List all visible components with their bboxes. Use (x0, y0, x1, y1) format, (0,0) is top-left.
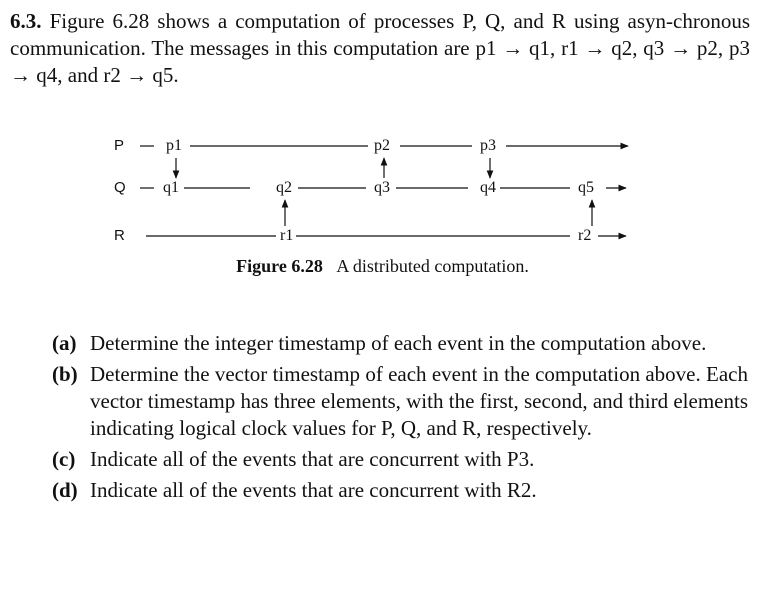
figure-caption-number: Figure 6.28 (236, 256, 323, 276)
process-diagram (100, 130, 660, 270)
event-p1: p1 (166, 137, 182, 154)
question-parts (52, 330, 748, 508)
event-q3: q3 (374, 179, 390, 196)
event-r1: r1 (280, 227, 294, 244)
part-c (52, 446, 748, 473)
part-b-text: Determine the vector timestamp of each event in the computation above. Each vector timestamp has three elements, with the first, second, and third elements indicating logical clock values for P, Q, and R, respectively. (90, 362, 748, 440)
part-c-tag: (c) (52, 447, 76, 471)
part-d (52, 477, 748, 504)
part-a (52, 330, 748, 357)
part-a-tag: (a) (52, 331, 77, 355)
part-b (52, 361, 748, 442)
part-b-tag: (b) (52, 362, 78, 386)
process-label-p: P (114, 137, 125, 154)
process-label-q: Q (114, 179, 126, 196)
event-q1: q1 (163, 179, 179, 196)
part-d-text: Indicate all of the events that are concurrent with R2. (90, 478, 537, 502)
figure-caption-text: A distributed computation. (336, 256, 529, 276)
part-c-text: Indicate all of the events that are concurrent with P3. (90, 447, 535, 471)
event-p3: p3 (480, 137, 496, 154)
event-q4: q4 (480, 179, 496, 196)
figure-caption (0, 256, 765, 277)
problem-number: 6.3. (10, 9, 42, 33)
event-q2: q2 (276, 179, 292, 196)
event-r2: r2 (578, 227, 592, 244)
event-q5: q5 (578, 179, 594, 196)
problem-statement (10, 8, 750, 89)
problem-text: Figure 6.28 shows a computation of processes P, Q, and R using asyn-chronous communication. The messages in this computation are p1 → q1, r1 → q2, q3 → p2, p3 → q4, and r2 → q5. (10, 9, 750, 87)
event-p2: p2 (374, 137, 390, 154)
process-label-r: R (114, 227, 125, 244)
part-d-tag: (d) (52, 478, 78, 502)
part-a-text: Determine the integer timestamp of each event in the computation above. (90, 331, 707, 355)
